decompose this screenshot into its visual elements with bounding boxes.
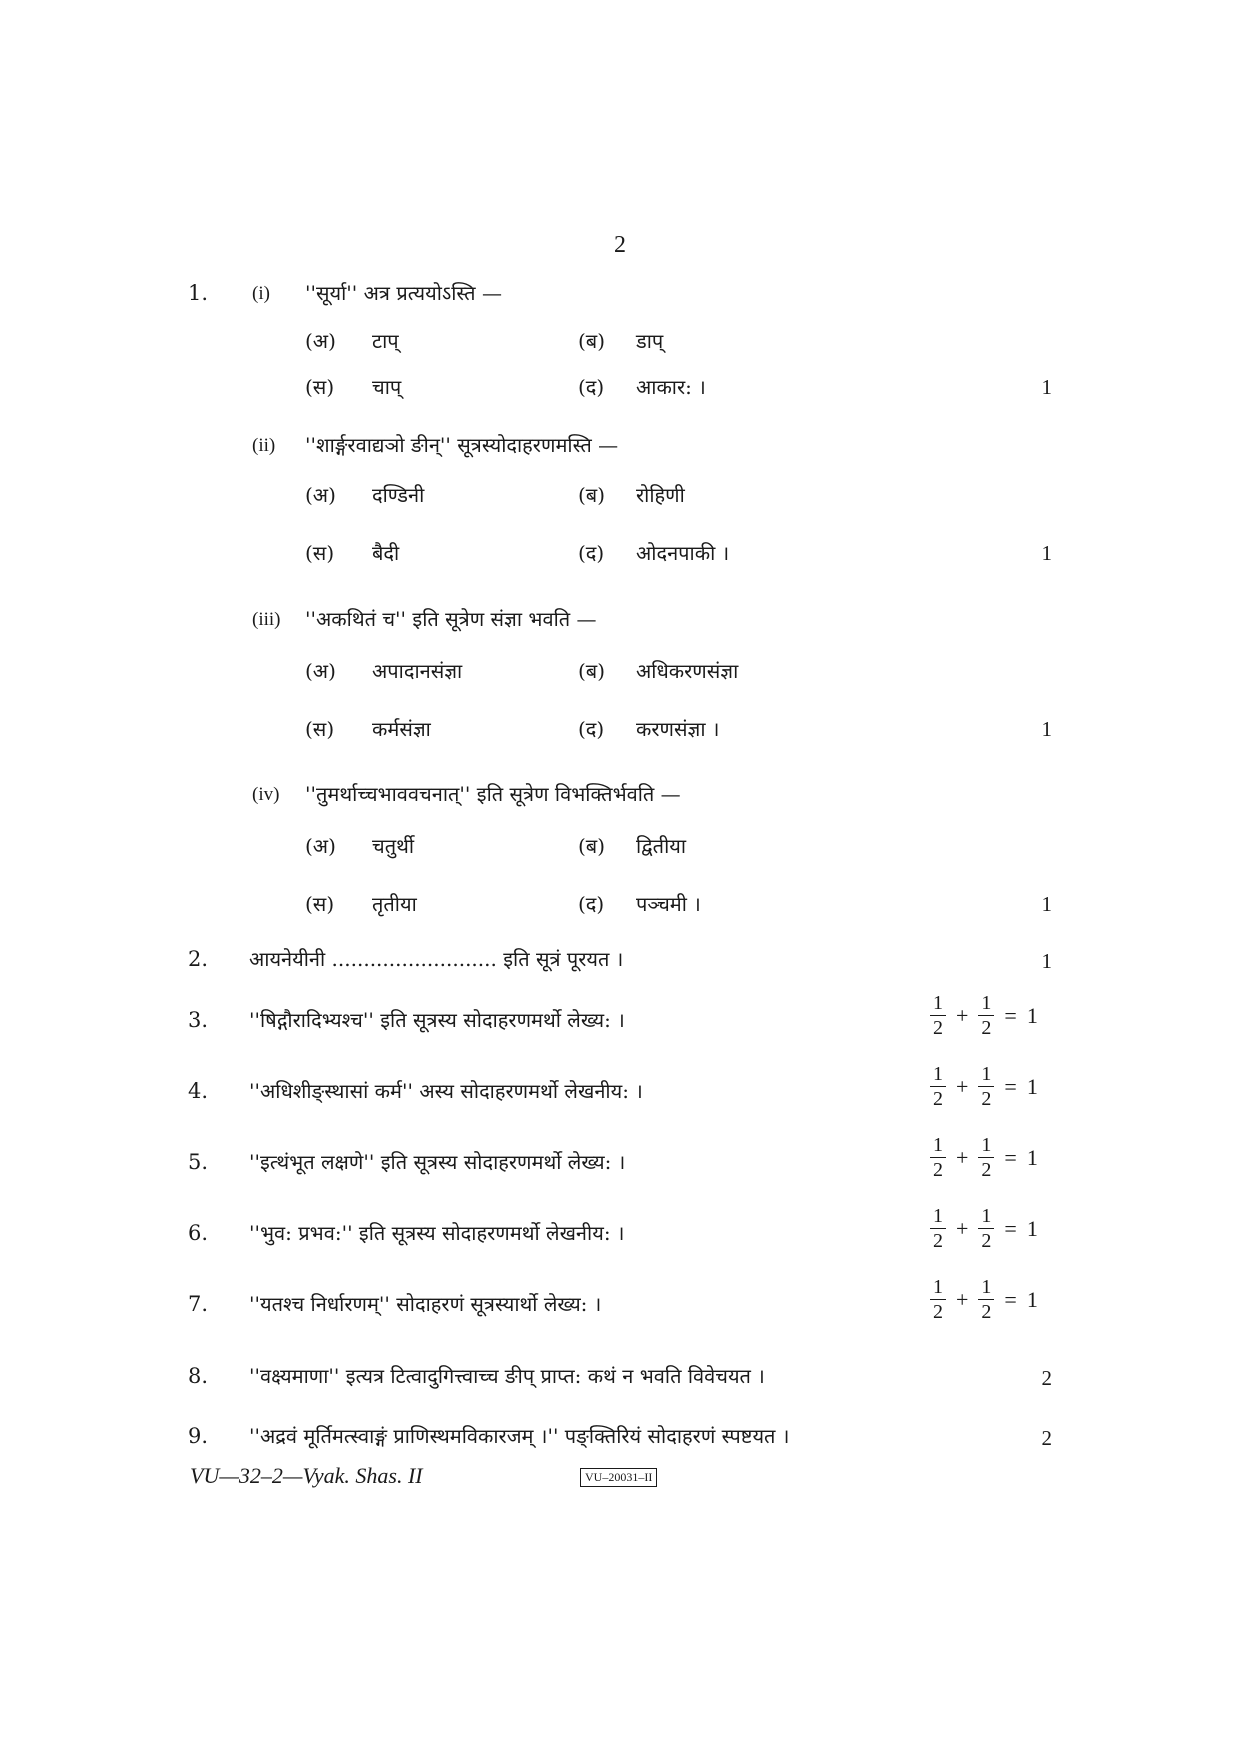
paper-code: VU—32–2—Vyak. Shas. II bbox=[190, 1463, 423, 1488]
sub-question-text: ''अकथितं च'' इति सूत्रेण संज्ञा भवति — bbox=[305, 607, 597, 631]
option-label: (द) bbox=[578, 375, 605, 399]
question-number: 2. bbox=[188, 947, 209, 971]
option-label: (अ) bbox=[305, 659, 336, 683]
option-text: चाप् bbox=[372, 375, 402, 399]
option-label: (स) bbox=[305, 717, 335, 741]
fraction: $\frac{1}{2}$ bbox=[978, 1135, 994, 1180]
option-label: (ब) bbox=[578, 483, 606, 507]
fraction: $\frac{1}{2}$ bbox=[930, 993, 946, 1038]
option-label: (स) bbox=[305, 375, 335, 399]
marks: 1 bbox=[1041, 541, 1052, 565]
question-text: ''वक्ष्यमाणा'' इत्यत्र टित्वादुगित्त्वाच्च ङीप् प्राप्त: कथं न भवति विवेचयत । bbox=[249, 1364, 765, 1388]
question-number: 8. bbox=[188, 1364, 209, 1388]
page-number: 2 bbox=[614, 232, 626, 258]
option-text: अधिकरणसंज्ञा bbox=[636, 659, 739, 683]
question-number: 9. bbox=[188, 1424, 209, 1448]
question-text: ''अद्रवं मूर्तिमत्स्वाङ्गं प्राणिस्थमविकारजम् ।'' पङ्क्तिरियं सोदाहरणं स्पष्टयत । bbox=[249, 1424, 790, 1448]
option-label: (द) bbox=[578, 717, 605, 741]
fraction-marks: $\frac{1}{2}$ + $\frac{1}{2}$ = 1 bbox=[930, 1064, 1038, 1109]
sub-question-text: ''तुमर्थाच्चभाववचनात्'' इति सूत्रेण विभक्तिर्भवति — bbox=[305, 782, 681, 806]
option-label: (अ) bbox=[305, 834, 336, 858]
fraction: $\frac{1}{2}$ bbox=[930, 1277, 946, 1322]
question-number: 3. bbox=[188, 1008, 209, 1032]
question-number: 5. bbox=[188, 1150, 209, 1174]
question-number: 7. bbox=[188, 1292, 209, 1316]
fraction-marks: $\frac{1}{2}$ + $\frac{1}{2}$ = 1 bbox=[930, 1206, 1038, 1251]
option-label: (द) bbox=[578, 892, 605, 916]
option-text: तृतीया bbox=[372, 892, 417, 916]
fraction-marks: $\frac{1}{2}$ + $\frac{1}{2}$ = 1 bbox=[930, 1277, 1038, 1322]
question-text: ''षिद्गौरादिभ्यश्च'' इति सूत्रस्य सोदाहरणमर्थो लेख्य: । bbox=[249, 1008, 625, 1032]
option-text: टाप् bbox=[372, 329, 399, 353]
marks: 1 bbox=[1041, 717, 1052, 741]
question-text: आयनेयीनी .......................... इति सूत्रं पूरयत । bbox=[249, 947, 624, 971]
fraction: $\frac{1}{2}$ bbox=[978, 1064, 994, 1109]
sub-question-label: (iv) bbox=[252, 784, 280, 805]
option-label: (अ) bbox=[305, 483, 336, 507]
fraction: $\frac{1}{2}$ bbox=[978, 1277, 994, 1322]
marks: 1 bbox=[1041, 892, 1052, 916]
question-text: ''यतश्च निर्धारणम्'' सोदाहरणं सूत्रस्यार्थो लेख्य: । bbox=[249, 1292, 602, 1316]
option-label: (ब) bbox=[578, 659, 606, 683]
question-text: ''इत्थंभूत लक्षणे'' इति सूत्रस्य सोदाहरणमर्थो लेख्य: । bbox=[249, 1150, 626, 1174]
marks: 2 bbox=[1041, 1426, 1052, 1450]
option-text: पञ्चमी । bbox=[636, 892, 701, 916]
option-label: (द) bbox=[578, 541, 605, 565]
sub-question-text: ''शार्ङ्गरवाद्यञो ङीन्'' सूत्रस्योदाहरणमस्ति — bbox=[305, 433, 619, 457]
option-label: (स) bbox=[305, 541, 335, 565]
option-text: करणसंज्ञा । bbox=[636, 717, 720, 741]
option-text: ओदनपाकी । bbox=[636, 541, 730, 565]
fraction: $\frac{1}{2}$ bbox=[930, 1064, 946, 1109]
paper-code-box: VU–20031–II bbox=[580, 1468, 657, 1487]
fraction: $\frac{1}{2}$ bbox=[978, 1206, 994, 1251]
option-label: (ब) bbox=[578, 329, 606, 353]
option-text: कर्मसंज्ञा bbox=[372, 717, 431, 741]
option-text: बैदी bbox=[372, 541, 400, 565]
option-text: दण्डिनी bbox=[372, 483, 425, 507]
question-text: ''भुव: प्रभव:'' इति सूत्रस्य सोदाहरणमर्थो लेखनीय: । bbox=[249, 1221, 625, 1245]
fraction: $\frac{1}{2}$ bbox=[978, 993, 994, 1038]
marks: 1 bbox=[1041, 375, 1052, 399]
question-number: 4. bbox=[188, 1079, 209, 1103]
sub-question-text: ''सूर्या'' अत्र प्रत्ययोऽस्ति — bbox=[305, 281, 502, 305]
option-text: आकार: । bbox=[636, 375, 706, 399]
fraction-marks: $\frac{1}{2}$ + $\frac{1}{2}$ = 1 bbox=[930, 993, 1038, 1038]
question-text: ''अधिशीङ्स्थासां कर्म'' अस्य सोदाहरणमर्थो लेखनीय: । bbox=[249, 1079, 643, 1103]
fraction: $\frac{1}{2}$ bbox=[930, 1206, 946, 1251]
option-text: रोहिणी bbox=[636, 483, 685, 507]
question-number: 1. bbox=[188, 281, 209, 305]
question-number: 6. bbox=[188, 1221, 209, 1245]
sub-question-label: (ii) bbox=[252, 435, 276, 456]
option-text: चतुर्थी bbox=[372, 834, 415, 858]
option-text: अपादानसंज्ञा bbox=[372, 659, 463, 683]
fraction-marks: $\frac{1}{2}$ + $\frac{1}{2}$ = 1 bbox=[930, 1135, 1038, 1180]
sub-question-label: (i) bbox=[252, 283, 270, 304]
option-text: डाप् bbox=[636, 329, 664, 353]
option-label: (अ) bbox=[305, 329, 336, 353]
marks: 2 bbox=[1041, 1366, 1052, 1390]
marks: 1 bbox=[1041, 949, 1052, 973]
option-label: (ब) bbox=[578, 834, 606, 858]
fraction: $\frac{1}{2}$ bbox=[930, 1135, 946, 1180]
sub-question-label: (iii) bbox=[252, 609, 281, 630]
option-text: द्वितीया bbox=[636, 834, 687, 858]
option-label: (स) bbox=[305, 892, 335, 916]
